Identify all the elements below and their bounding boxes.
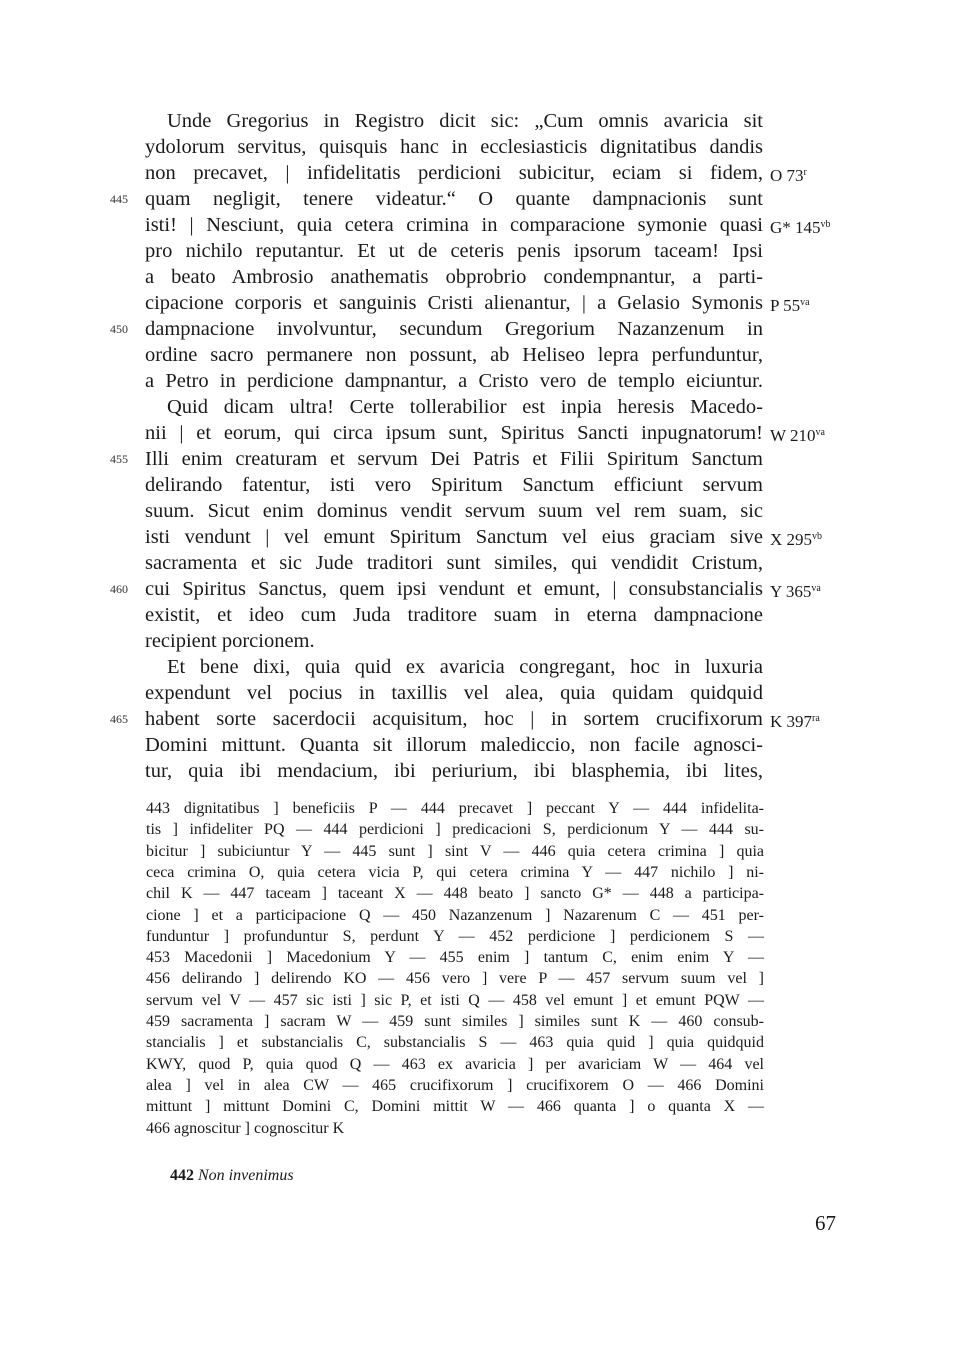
text-line: a beato Ambrosio anathematis obprobrio condempnantur, a parti- [145,266,763,288]
text-line: suum. Sicut enim dominus vendit servum suum vel rem suam, sic [145,500,763,522]
text-line: cui Spiritus Sanctus, quem ipsi vendunt et emunt, | consubstancialis [145,578,763,600]
apparatus-line: mittunt ] mittunt Domini C, Domini mittit W — 466 quanta ] o quanta X — [146,1098,764,1116]
folio-label: P 55 [770,296,801,315]
folio-label: K 397 [770,712,813,731]
manuscript-folio-note [770,420,825,449]
text-line: expendunt vel pocius in taxillis vel alea, quia quidam quidquid [145,682,763,704]
text-line: isti vendunt | vel emunt Spiritum Sanctum vel eius graciam sive [145,526,763,548]
manuscript-folio-note [770,706,820,735]
folio-side: va [800,297,810,308]
source-line-ref: 442 [170,1167,194,1184]
apparatus-line: servum vel V — 457 sic isti ] sic P, et isti Q — 458 vel emunt ] et emunt PQW — [146,991,764,1009]
source-text: Non invenimus [198,1167,294,1184]
text-line: Illi enim creaturam et servum Dei Patris et Filii Spiritum Sanctum [145,448,763,470]
apparatus-line: chil K — 447 taceam ] taceant X — 448 beato ] sancto G* — 448 a participa- [146,885,764,903]
text-line: delirando fatentur, isti vero Spiritum Sanctum efficiunt servum [145,474,763,496]
text-line: sacramenta et sic Jude traditori sunt similes, qui vendidit Cristum, [145,552,763,574]
text-line: habent sorte sacerdocii acquisitum, hoc | in sortem crucifixorum [145,708,763,730]
apparatus-line: bicitur ] subiciuntur Y — 445 sunt ] sint V — 446 quia cetera crimina ] quia [146,842,764,860]
folio-label: Y 365 [770,582,812,601]
folio-side: vb [820,219,831,230]
folio-side: va [815,427,825,438]
manuscript-folio-note [770,212,831,241]
folio-label: O 73 [770,166,804,185]
text-line: recipient porcionem. [145,630,315,652]
text-line: isti! | Nesciunt, quia cetera crimina in comparacione symonie quasi [145,214,763,236]
apparatus-line: stancialis ] et substancialis C, substancialis S — 463 quia quid ] quia quidquid [146,1034,764,1052]
apparatus-line: 453 Macedonii ] Macedonium Y — 455 enim ] tantum C, enim enim Y — [146,949,764,967]
apparatus-line: 459 sacramenta ] sacram W — 459 sunt similes ] similes sunt K — 460 consub- [146,1013,764,1030]
text-line: existit, et ideo cum Juda traditore suam in eterna dampnacione [145,604,763,626]
line-number: 465 [110,712,128,726]
apparatus-line: cione ] et a participacione Q — 450 Nazanzenum ] Nazarenum C — 451 per- [146,906,764,924]
text-line: non precavet, | infidelitatis perdicioni subicitur, eciam si fidem, [145,162,763,184]
apparatus-line: tis ] infideliter PQ — 444 perdicioni ] predicacioni S, perdicionum Y — 444 su- [146,821,764,839]
text-line: Unde Gregorius in Registro dicit sic: „Cum omnis avaricia sit [167,110,763,132]
text-line: Domini mittunt. Quanta sit illorum malediccio, non facile agnosci- [145,734,763,756]
apparatus-line: 466 agnoscitur ] cognoscitur K [146,1119,345,1137]
text-line: dampnacione involvuntur, secundum Gregorium Nazanzenum in [145,318,763,340]
text-line: cipacione corporis et sanguinis Cristi alienantur, | a Gelasio Symonis [145,292,763,314]
text-line: Et bene dixi, quia quid ex avaricia congregant, hoc in luxuria [167,656,763,678]
folio-label: X 295 [770,530,813,549]
line-number: 450 [110,322,128,336]
apparatus-line: KWY, quod P, quia quod Q — 463 ex avaricia ] per avariciam W — 464 vel [146,1055,764,1073]
folio-label: W 210 [770,426,816,445]
text-line: a Petro in perdicione dampnantur, a Cristo vero de templo eiciuntur. [145,370,763,392]
manuscript-folio-note [770,524,822,553]
text-line: quam negligit, tenere videatur.“ O quante dampnacionis sunt [145,188,763,210]
apparatus-line: alea ] vel in alea CW — 465 crucifixorum ] crucifixorem O — 466 Domini [146,1076,764,1094]
manuscript-folio-note [770,160,807,189]
manuscript-folio-note [770,290,810,319]
folio-side: va [811,583,821,594]
line-number: 445 [110,192,128,206]
apparatus-line: 456 delirando ] delirendo KO — 456 vero ] vere P — 457 servum suum vel ] [146,970,764,988]
apparatus-line: 443 dignitatibus ] beneficiis P — 444 precavet ] peccant Y — 444 infidelita- [146,800,764,817]
folio-side: r [803,167,807,178]
manuscript-folio-note [770,576,821,605]
folio-label: G* 145 [770,218,821,237]
folio-side: ra [812,713,820,724]
folio-side: vb [812,531,823,542]
apparatus-line: ceca crimina O, quia cetera vicia P, qui cetera crimina Y — 447 nichilo ] ni- [146,863,764,881]
text-line: pro nichilo reputantur. Et ut de ceteris penis ipsorum taceam! Ipsi [145,240,763,262]
line-number: 455 [110,452,128,466]
text-line: Quid dicam ultra! Certe tollerabilior est inpia heresis Macedo- [167,396,763,418]
text-line: ydolorum servitus, quisquis hanc in ecclesiasticis dignitatibus dandis [145,136,763,158]
line-number: 460 [110,582,128,596]
page-number: 67 [815,1211,836,1235]
text-line: tur, quia ibi mendacium, ibi periurium, ibi blasphemia, ibi lites, [145,760,763,782]
text-line: ordine sacro permanere non possunt, ab Heliseo lepra perfunduntur, [145,344,763,366]
source-notes [170,1166,294,1186]
apparatus-line: funduntur ] profunduntur S, perdunt Y — 452 perdicione ] perdicionem S — [146,927,764,945]
text-line: nii | et eorum, qui circa ipsum sunt, Spiritus Sancti inpugnatorum! [145,422,763,444]
